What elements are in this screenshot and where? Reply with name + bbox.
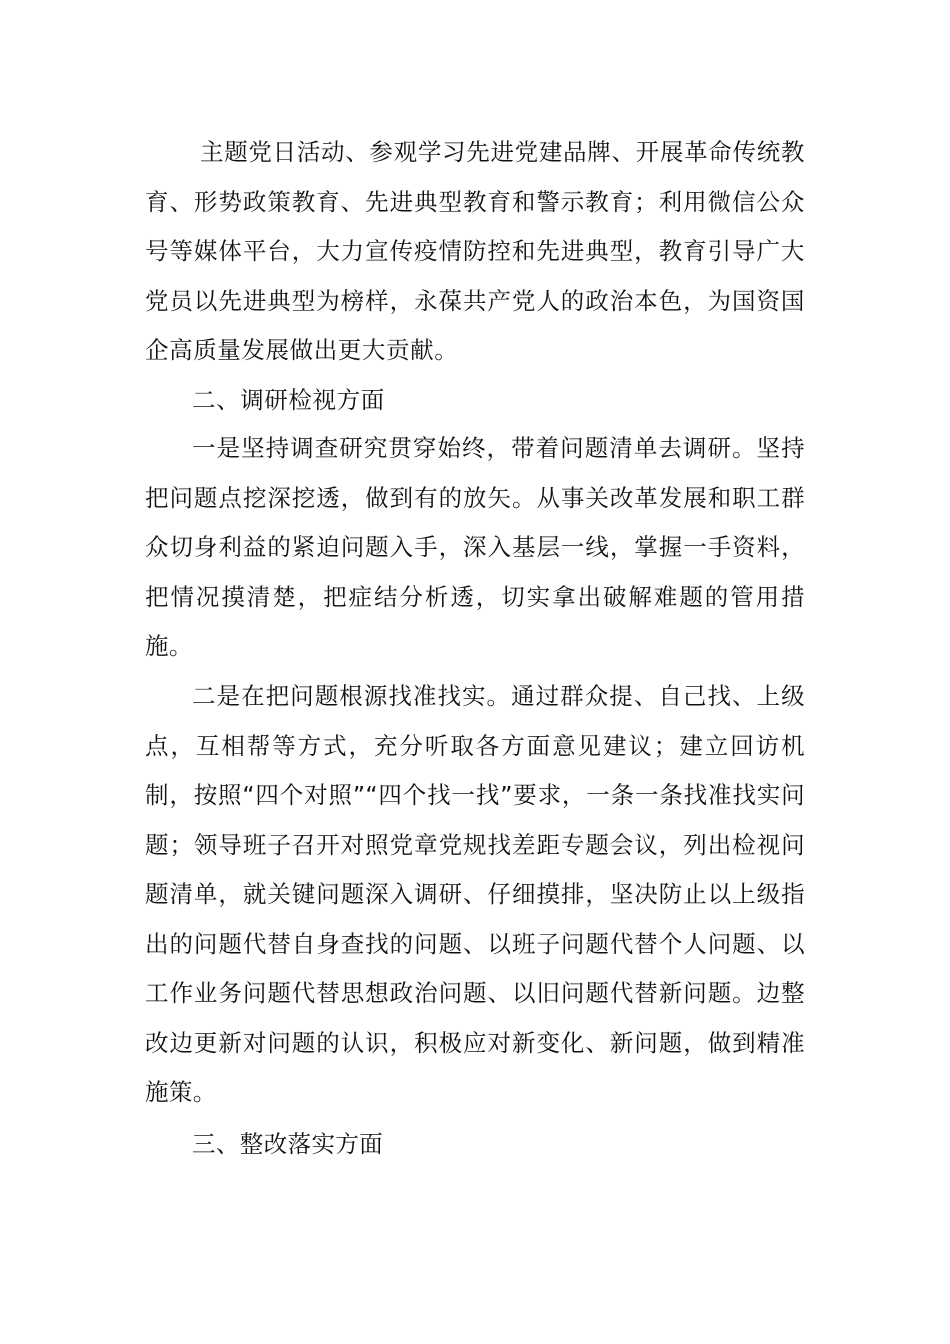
section-heading-rectification: 三、整改落实方面 xyxy=(192,1130,384,1158)
section-heading-research-review: 二、调研检视方面 xyxy=(192,386,385,414)
paragraph-investigation-research: 一是坚持调查研究贯穿始终，带着问题清单去调研。坚持把问题点挖深挖透，做到有的放矢。从事关改革发展和职工群众切身利益的紧迫问题入手，深入基层一线，掌握一手资料，把情况摸清楚，把症结分析透，切实拿出破解难题的管用措施。 xyxy=(145,434,805,660)
paragraph-root-causes: 二是在把问题根源找准找实。通过群众提、自己找、上级点，互相帮等方式，充分听取各方面意见建议；建立回访机制，按照“四个对照”“四个找一找”要求，一条一条找准找实问题；领导班子召开对照党章党规找差距专题会议，列出检视问题清单，就关键问题深入调研、仔细摸排，坚决防止以上级指出的问题代替自身查找的问题、以班子问题代替个人问题、以工作业务问题代替思想政治问题、以旧问题代替新问题。边整改边更新对问题的认识，积极应对新变化、新问题，做到精准施策。 xyxy=(145,682,805,1106)
paragraph-party-activities: 主题党日活动、参观学习先进党建品牌、开展革命传统教育、形势政策教育、先进典型教育和警示教育；利用微信公众号等媒体平台，大力宣传疫情防控和先进典型，教育引导广大党员以先进典型为榜样，永葆共产党人的政治本色，为国资国企高质量发展做出更大贡献。 xyxy=(145,138,805,364)
